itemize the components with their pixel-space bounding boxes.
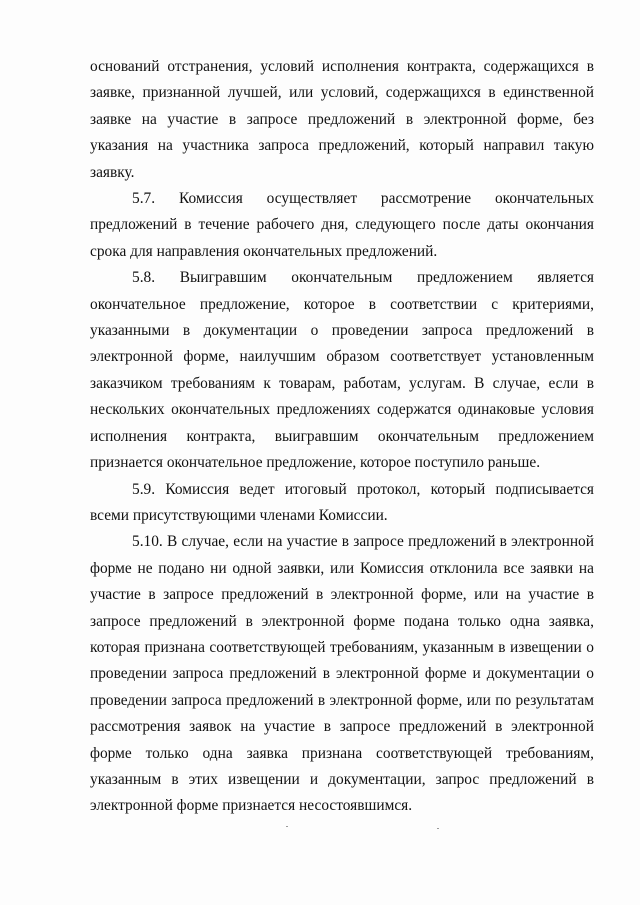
scan-speck — [437, 828, 439, 829]
paragraph-5-8: 5.8. Выигравшим окончательным предложением является окончательное предложение, которое в соответствии с критериями, указанными в документации о проведении запроса предложений в электронной форме, наилучшим образом соответствует установленным заказчиком требованиям к товарам, работам, услугам. В случае, если в нескольких окончательных предложениях содержатся одинаковые условия исполнения контракта, выигравшим окончательным предложением признается окончательное предложение, которое поступило раньше. — [90, 269, 594, 472]
document-body — [90, 54, 594, 820]
paragraph-5-9: 5.9. Комиссия ведет итоговый протокол, который подписывается всеми присутствующими членами Комиссии. — [90, 480, 594, 524]
paragraph-continuation: оснований отстранения, условий исполнения контракта, содержащихся в заявке, признанной лучшей, или условий, содержащихся в единственной заявке на участие в запросе предложений в электронной форме, без указания на участника запроса предложений, который направил такую заявку. — [90, 58, 594, 181]
paragraph-5-7: 5.7. Комиссия осуществляет рассмотрение окончательных предложений в течение рабочего дня, следующего после даты окончания срока для направления окончательных предложений. — [90, 190, 594, 260]
scan-speck — [286, 826, 288, 827]
paragraph-5-10: 5.10. В случае, если на участие в запросе предложений в электронной форме не подано ни одной заявки, или Комиссия отклонила все заявки на участие в запросе предложений в электронной форме, или на участие в запросе предложений в электронной форме подана только одна заявка, которая признана соответствующей требованиям, указанным в извещении о проведении запроса предложений в электронной форме и документации о проведении запроса предложений в электронной форме, или по результатам рассмотрения заявок на участие в запросе предложений в электронной форме только одна заявка признана соответствующей требованиям, указанным в этих извещении и документации, запрос предложений в электронной форме признается несостоявшимся. — [90, 533, 594, 815]
